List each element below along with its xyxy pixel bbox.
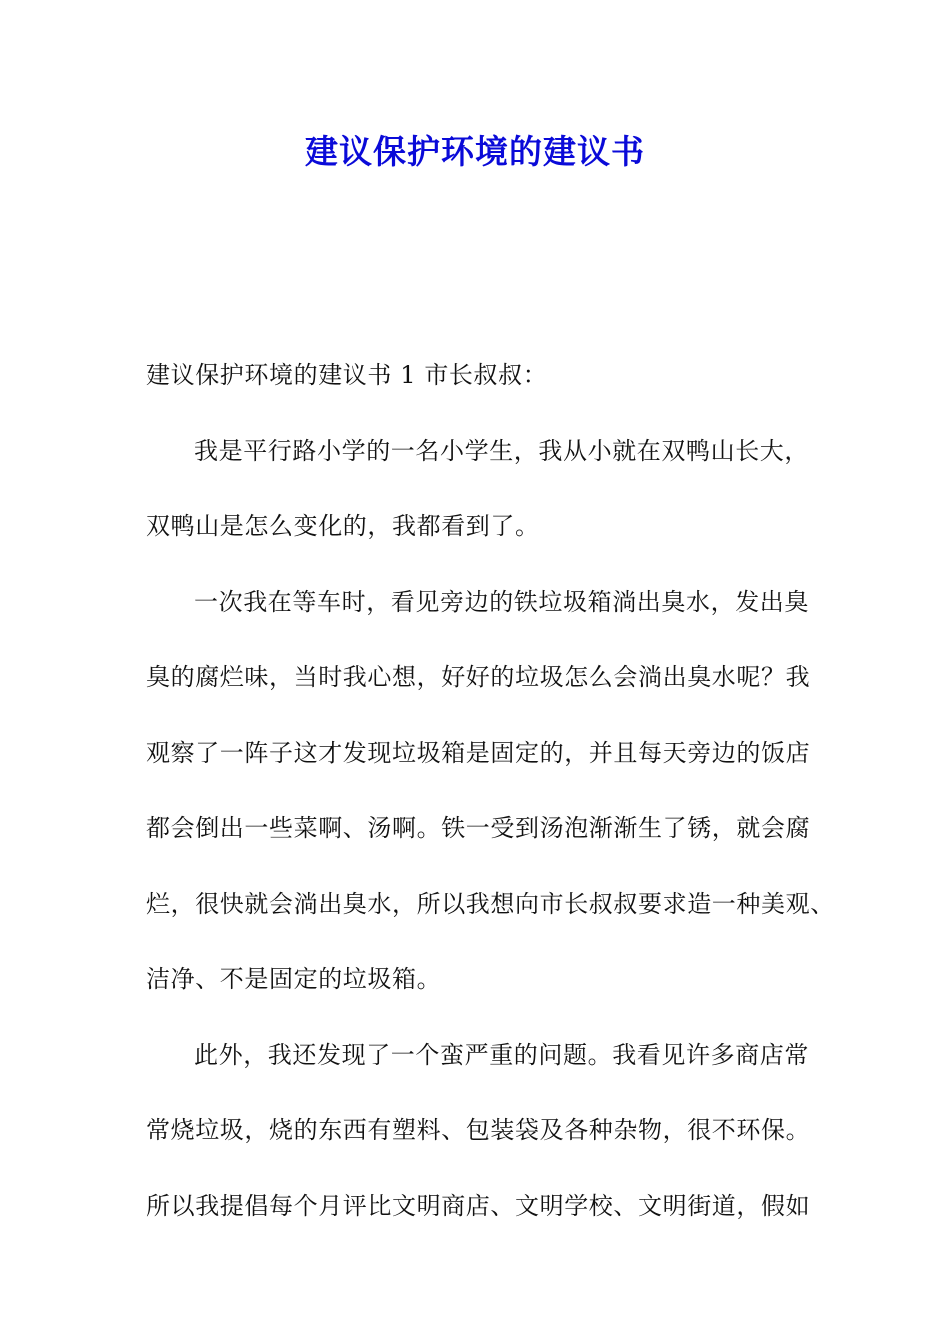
paragraph-line: 烂，很快就会淌出臭水，所以我想向市长叔叔要求造一种美观、: [146, 889, 835, 918]
paragraph-line: 都会倒出一些菜啊、汤啊。铁一受到汤泡渐渐生了锈，就会腐: [146, 814, 811, 842]
document-body: [146, 338, 836, 1244]
paragraph-line: 常烧垃圾，烧的东西有塑料、包装袋及各种杂物，很不环保。: [146, 1116, 811, 1144]
paragraph-line: 双鸭山是怎么变化的，我都看到了。: [146, 512, 540, 540]
paragraph-line: 臭的腐烂味，当时我心想，好好的垃圾怎么会淌出臭水呢？我: [146, 663, 811, 691]
paragraph-line: 洁净、不是固定的垃圾箱。: [146, 965, 442, 993]
paragraph-line: 此外，我还发现了一个蛮严重的问题。我看见许多商店常: [194, 1040, 809, 1069]
paragraph-line: 所以我提倡每个月评比文明商店、文明学校、文明街道，假如: [146, 1191, 811, 1220]
salutation-line: 建议保护环境的建议书 1 市长叔叔：: [146, 361, 548, 389]
paragraph-line: 观察了一阵子这才发现垃圾箱是固定的，并且每天旁边的饭店: [146, 738, 811, 767]
document-title: 建议保护环境的建议书: [305, 132, 645, 171]
paragraph-line: 一次我在等车时，看见旁边的铁垃圾箱淌出臭水，发出臭: [194, 587, 809, 616]
paragraph-line: 我是平行路小学的一名小学生，我从小就在双鸭山长大，: [194, 436, 809, 465]
